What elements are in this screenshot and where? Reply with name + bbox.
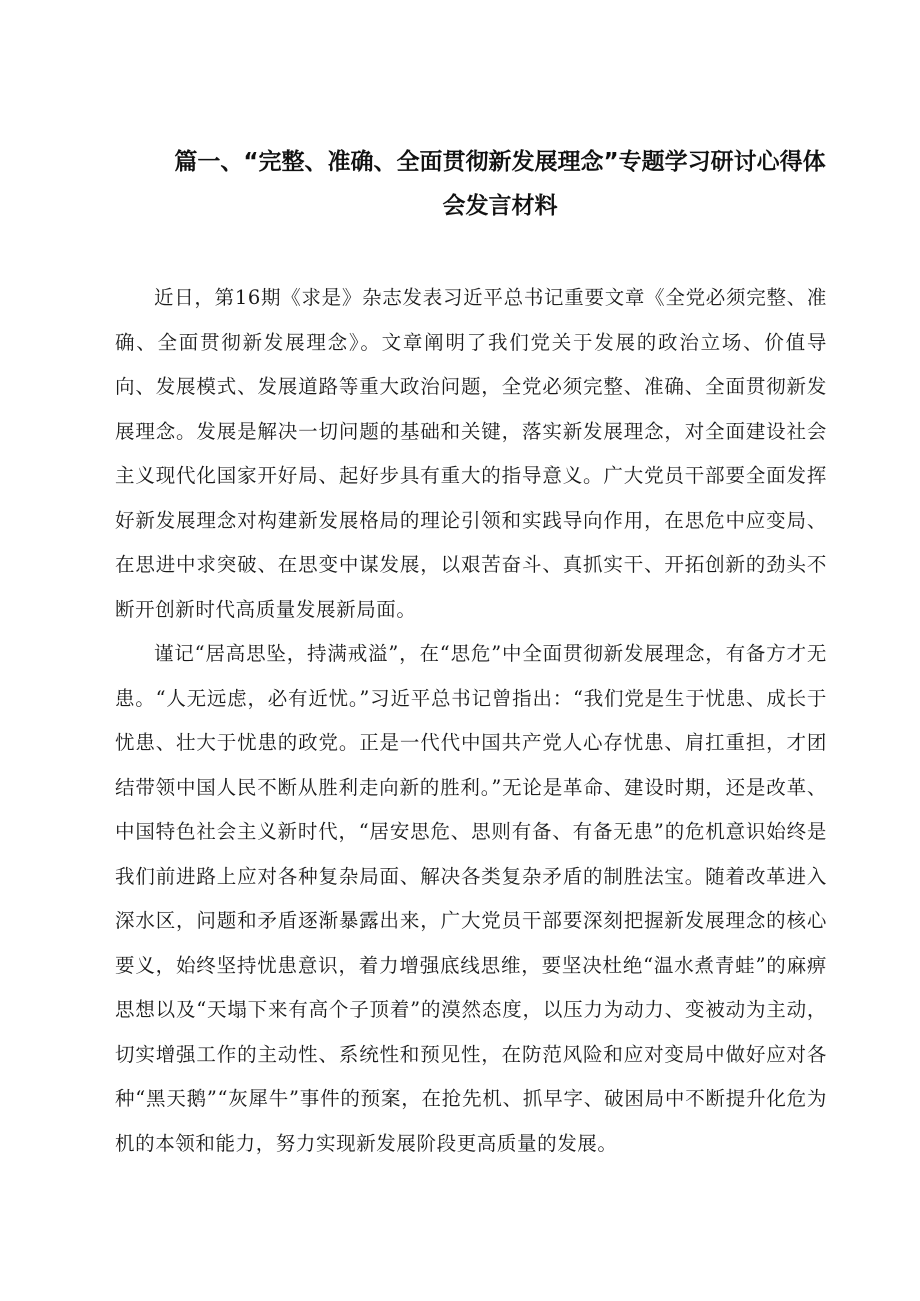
title-line-2: 会发言材料 bbox=[442, 193, 558, 219]
paragraph-1: 近日，第16期《求是》杂志发表习近平总书记重要文章《全党必须完整、准确、全面贯彻新发展理念》。文章阐明了我们党关于发展的政治立场、价值导向、发展模式、发展道路等重大政治问题，全党必须完整、准确、全面贯彻新发展理念。发展是解决一切问题的基础和关键，落实新发展理念，对全面建设社会主义现代化国家开好局、起好步具有重大的指导意义。广大党员干部要全面发挥好新发展理念对构建新发展格局的理论引领和实践导向作用，在思危中应变局、在思进中求突破、在思变中谋发展，以艰苦奋斗、真抓实干、开拓创新的劲头不断开创新时代高质量发展新局面。 bbox=[115, 286, 827, 621]
title-line-1: 篇一、“完整、准确、全面贯彻新发展理念”专题学习研讨心得体 bbox=[174, 149, 826, 175]
document-title bbox=[150, 140, 850, 228]
document-body bbox=[115, 276, 827, 1166]
paragraph-2: 谨记“居高思坠，持满戒溢”，在“思危”中全面贯彻新发展理念，有备方才无患。“人无远虑，必有近忧。”习近平总书记曾指出：“我们党是生于忧患、成长于忧患、壮大于忧患的政党。正是一代代中国共产党人心存忧患、肩扛重担，才团结带领中国人民不断从胜利走向新的胜利。”无论是革命、建设时期，还是改革、中国特色社会主义新时代，“居安思危、思则有备、有备无患”的危机意识始终是我们前进路上应对各种复杂局面、解决各类复杂矛盾的制胜法宝。随着改革进入深水区，问题和矛盾逐渐暴露出来，广大党员干部要深刻把握新发展理念的核心要义，始终坚持忧患意识，着力增强底线思维，要坚决杜绝“温水煮青蛙”的麻痹思想以及“天塌下来有高个子顶着”的漠然态度，以压力为动力、变被动为主动，切实增强工作的主动性、系统性和预见性，在防范风险和应对变局中做好应对各种“黑天鹅”“灰犀牛”事件的预案，在抢先机、抓早字、破困局中不断提升化危为机的本领和能力，努力实现新发展阶段更高质量的发展。 bbox=[115, 642, 827, 1155]
